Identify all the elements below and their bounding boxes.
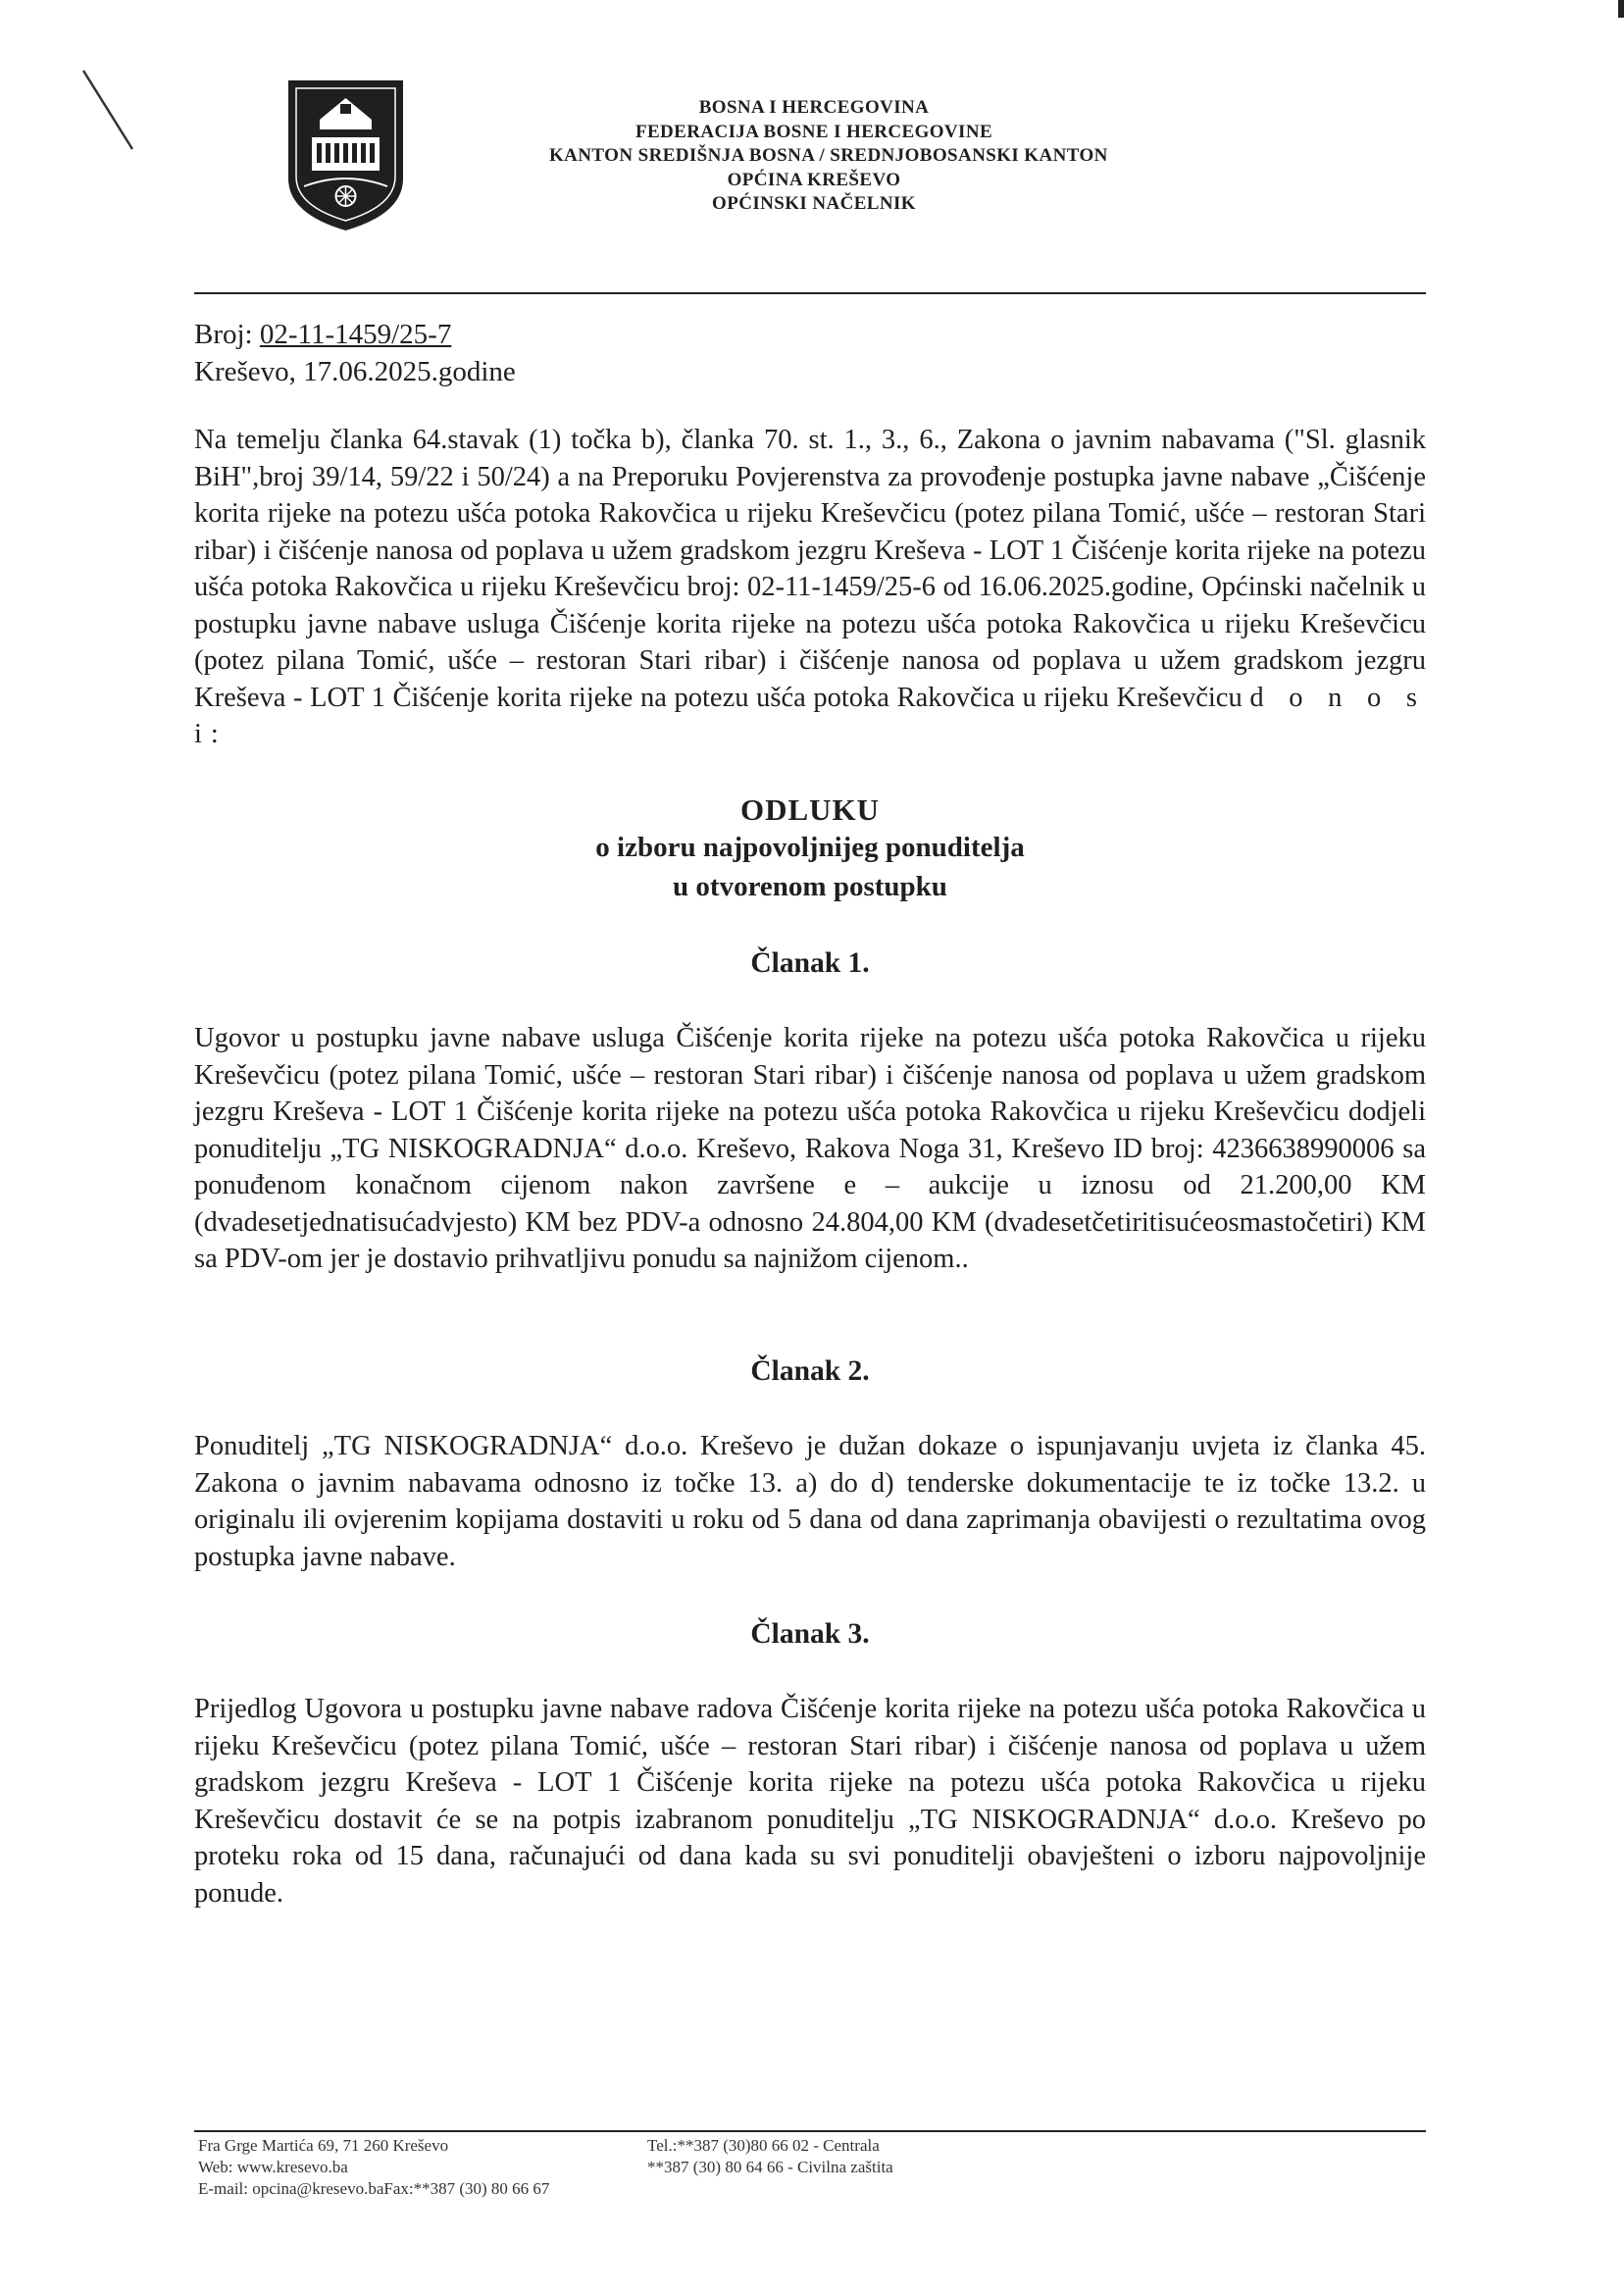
article-3-heading: Članak 3. xyxy=(750,1618,870,1650)
footer-tel-central: Tel.:**387 (30)80 66 02 - Centrala xyxy=(647,2136,880,2155)
footer-contact-right xyxy=(647,2135,893,2178)
article-1-text: Ugovor u postupku javne nabave usluga Čišćenje korita rijeke na potezu ušća potoka Rakovčica u rijeku Kreševčicu (potez pilana Tomić, ušće – restoran Stari ribar) i čišćenje nanosa od poplava u užem gradskom jezgru Kreševa - LOT 1 Čišćenje korita rijeke na potezu ušća potoka Rakovčica u rijeku Kreševčicu dodjeli ponuditelju „TG NISKOGRADNJA“ d.o.o. Kreševo, Rakova Noga 31, Kreševo ID broj: 4236638990006 sa ponuđenom konačnom cijenom nakon završene e – aukcije u iznosu od 21.200,00 KM (dvadesetjednatisućadvjesto) KM bez PDV-a odnosno 24.804,00 KM (dvadesetčetiritisućeosmastočetiri) KM sa PDV-om jer je dostavio prihvatljivu ponudu sa najnižom cijenom.. xyxy=(194,1023,1426,1274)
preamble-verb: d o n o s i: xyxy=(194,682,1426,749)
decision-subtitle-2: u otvorenom postupku xyxy=(673,871,947,902)
document-reference xyxy=(194,316,516,390)
preamble-text: Na temelju članka 64.stavak (1) točka b), članka 70. st. 1., 3., 6., Zakona o javnim nabavama ("Sl. glasnik BiH",broj 39/14, 59/22 i 50/24) a na Preporuku Povjerenstva za provođenje postupka javne nabave „Čišćenje korita rijeke na potezu ušća potoka Rakovčica u rijeku Kreševčicu (potez pilana Tomić, ušće – restoran Stari ribar) i čišćenje nanosa od poplava u užem gradskom jezgru Kreševa - LOT 1 Čišćenje korita rijeke na potezu ušća potoka Rakovčica u rijeku Kreševčicu broj: 02-11-1459/25-6 od 16.06.2025.godine, Općinski načelnik u postupku javne nabave usluga Čišćenje korita rijeke na potezu ušća potoka Rakovčica u rijeku Kreševčicu (potez pilana Tomić, ušće – restoran Stari ribar) i čišćenje nanosa od poplava u užem gradskom jezgru Kreševa - LOT 1 Čišćenje korita rijeke na potezu ušća potoka Rakovčica u rijeku Kreševčicu xyxy=(194,425,1426,713)
preamble xyxy=(194,422,1426,753)
reference-number: 02-11-1459/25-7 xyxy=(259,319,452,350)
decision-title: ODLUKU xyxy=(739,792,881,827)
letterhead-federation: FEDERACIJA BOSNE I HERCEGOVINE xyxy=(634,121,993,142)
letterhead-office: OPĆINSKI NAČELNIK xyxy=(712,193,916,214)
place-date: Kreševo, 17.06.2025.godine xyxy=(194,356,516,387)
reference-label: Broj: xyxy=(194,319,260,350)
article-1-heading: Članak 1. xyxy=(750,947,870,979)
footer-email-fax: E-mail: opcina@kresevo.baFax:**387 (30) 80 66 67 xyxy=(198,2179,550,2198)
article-3-text: Prijedlog Ugovora u postupku javne nabave radova Čišćenje korita rijeke na potezu ušća potoka Rakovčica u rijeku Kreševčicu (potez pilana Tomić, ušće – restoran Stari ribar) i čišćenje nanosa od poplava u užem gradskom jezgru Kreševa - LOT 1 Čišćenje korita rijeke na potezu ušća potoka Rakovčica u rijeku Kreševčicu dostavit će se na potpis izabranom ponuditelju „TG NISKOGRADNJA“ d.o.o. Kreševo po proteku roka od 15 dana, računajući od dana kada su svi ponuditelji obavješteni o izboru najpovoljnije ponude. xyxy=(194,1694,1426,1909)
header-divider xyxy=(194,292,1426,294)
footer-divider xyxy=(194,2130,1426,2132)
footer-web: Web: www.kresevo.ba xyxy=(198,2158,348,2176)
letterhead-municipality: OPĆINA KREŠEVO xyxy=(727,169,901,190)
stray-pen-mark xyxy=(0,0,196,196)
edge-mark xyxy=(1618,0,1624,18)
footer-address: Fra Grge Martića 69, 71 260 Kreševo xyxy=(198,2136,449,2155)
footer-tel-civil: **387 (30) 80 64 66 - Civilna zaštita xyxy=(647,2158,893,2176)
letterhead xyxy=(549,96,1108,217)
municipality-coat-of-arms-icon xyxy=(284,76,407,233)
article-2-text: Ponuditelj „TG NISKOGRADNJA“ d.o.o. Kreševo je dužan dokaze o ispunjavanju uvjeta iz članka 45. Zakona o javnim nabavama odnosno iz točke 13. a) do d) tenderske dokumentacije te iz točke 13.2. u originalu ili ovjerenim kopijama dostaviti u roku od 5 dana od dana zaprimanja obavijesti o rezultatima ovog postupka javne nabave. xyxy=(194,1431,1426,1572)
letterhead-canton: KANTON SREDIŠNJA BOSNA / SREDNJOBOSANSKI KANTON xyxy=(549,145,1108,166)
footer-contact-left xyxy=(198,2135,549,2200)
decision-subtitle-1: o izboru najpovoljnijeg ponuditelja xyxy=(595,832,1025,863)
article-2-heading: Članak 2. xyxy=(750,1355,870,1387)
letterhead-country: BOSNA I HERCEGOVINA xyxy=(698,97,930,118)
